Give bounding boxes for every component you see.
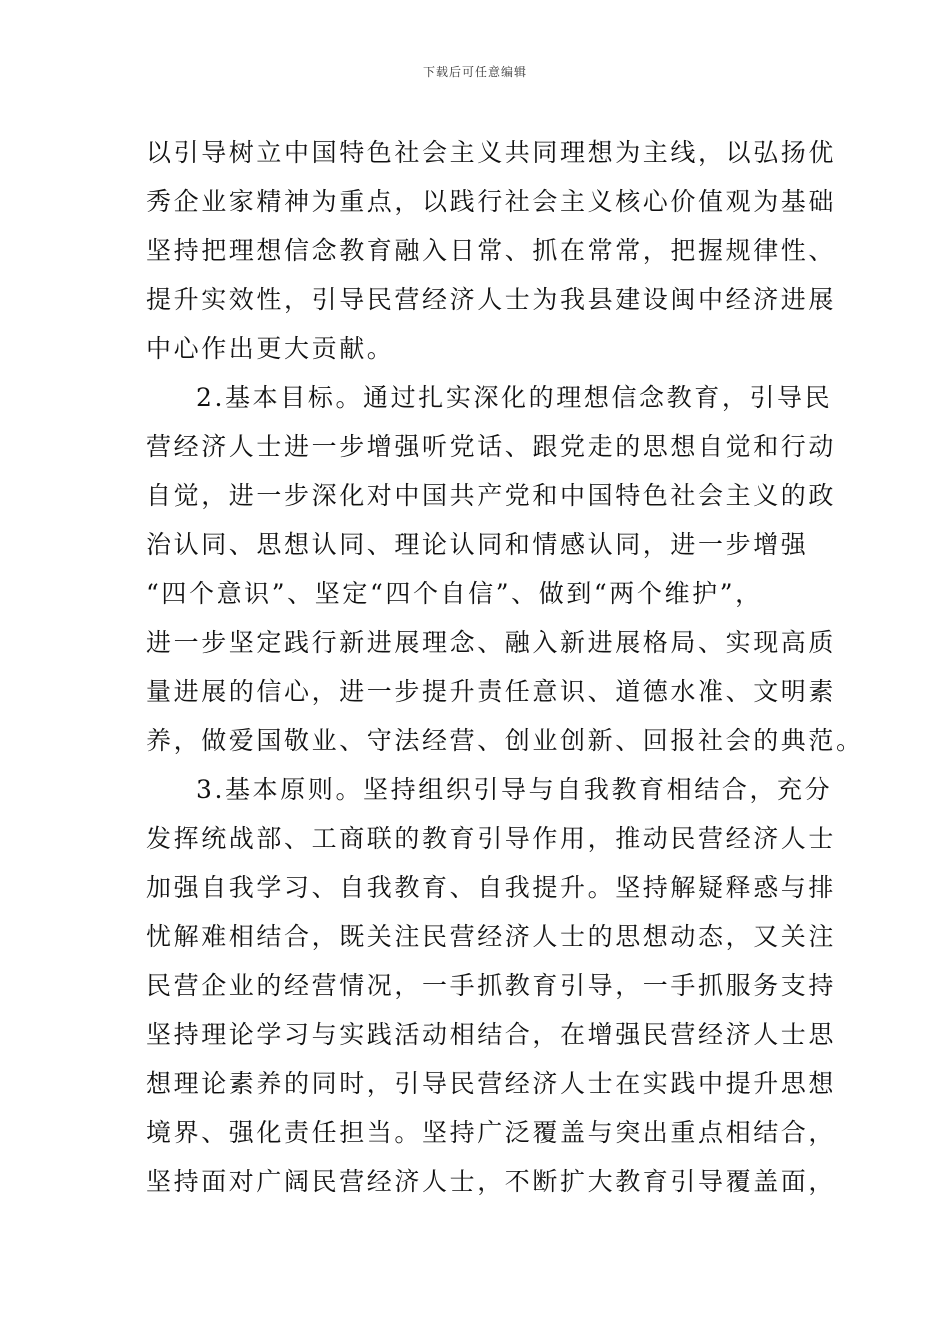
- paragraph-start-line: 2.基本目标。通过扎实深化的理想信念教育，引导民: [196, 383, 833, 412]
- text-line: 自觉，进一步深化对中国共产党和中国特色社会主义的政: [146, 481, 837, 510]
- text-line: 想理论素养的同时，引导民营经济人士在实践中提升思想: [146, 1069, 837, 1098]
- text-line: 民营企业的经营情况，一手抓教育引导，一手抓服务支持: [146, 971, 837, 1000]
- text-line: 秀企业家精神为重点，以践行社会主义核心价值观为基础: [146, 187, 837, 216]
- text-line: 加强自我学习、自我教育、自我提升。坚持解疑释惑与排: [146, 873, 837, 902]
- text-line: 发挥统战部、工商联的教育引导作用，推动民营经济人士: [146, 824, 837, 853]
- page-header: 下载后可任意编辑: [422, 65, 527, 79]
- text-line: 忧解难相结合，既关注民营经济人士的思想动态，又关注: [146, 922, 837, 951]
- text-line: 治认同、思想认同、理论认同和情感认同，进一步增强: [146, 530, 809, 559]
- text-line: 量进展的信心，进一步提升责任意识、道德水准、文明素: [146, 677, 837, 706]
- text-line: 坚持面对广阔民营经济人士，不断扩大教育引导覆盖面，: [146, 1167, 837, 1196]
- text-line: 营经济人士进一步增强听党话、跟党走的思想自觉和行动: [146, 432, 837, 461]
- text-line: 提升实效性，引导民营经济人士为我县建设闽中经济进展: [146, 285, 837, 314]
- text-line: 养，做爱国敬业、守法经营、创业创新、回报社会的典范。: [146, 726, 864, 755]
- text-line: “四个意识”、坚定“四个自信”、做到“两个维护”，: [146, 579, 763, 608]
- document-body: [146, 128, 864, 1206]
- text-line: 境界、强化责任担当。坚持广泛覆盖与突出重点相结合，: [146, 1118, 837, 1147]
- text-line: 中心作出更大贡献。: [146, 334, 395, 363]
- paragraph-start-line: 3.基本原则。坚持组织引导与自我教育相结合，充分: [196, 775, 833, 804]
- text-line: 以引导树立中国特色社会主义共同理想为主线，以弘扬优: [146, 138, 837, 167]
- text-line: 进一步坚定践行新进展理念、融入新进展格局、实现高质: [146, 628, 837, 657]
- text-line: 坚持理论学习与实践活动相结合，在增强民营经济人士思: [146, 1020, 837, 1049]
- text-line: 坚持把理想信念教育融入日常、抓在常常，把握规律性、: [146, 236, 837, 265]
